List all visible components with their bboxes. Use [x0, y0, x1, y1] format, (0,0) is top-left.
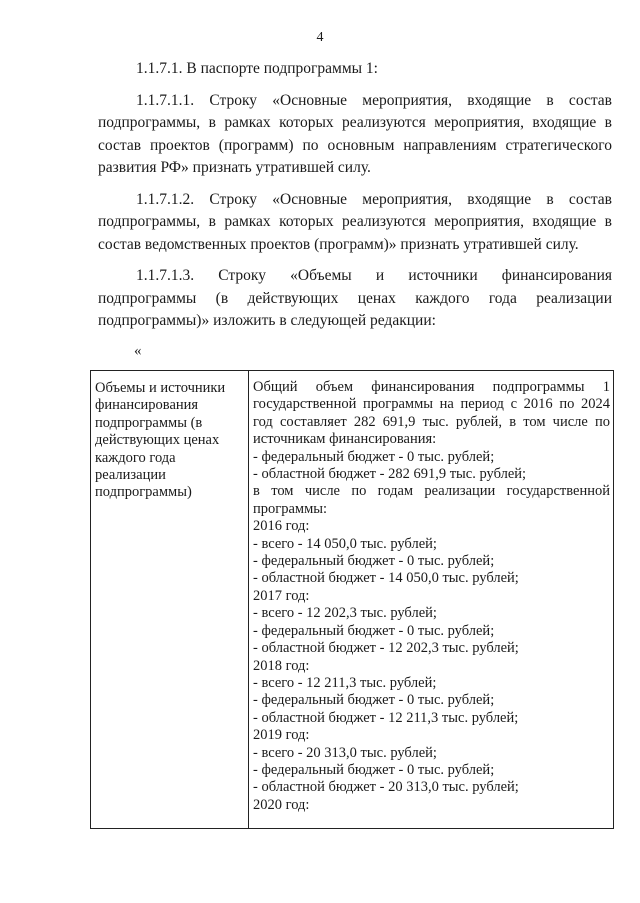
financing-row: [91, 371, 614, 829]
year-line: - федеральный бюджет - 0 тыс. рублей;: [253, 622, 495, 639]
page-number: 4: [316, 30, 324, 45]
year-line: - областной бюджет - 12 211,3 тыс. рублей;: [253, 709, 519, 726]
year-line: - всего - 14 050,0 тыс. рублей;: [253, 535, 437, 552]
paragraph-1-1-7-1-1: 1.1.7.1.1. Строку «Основные мероприятия, входящие в состав подпрограммы, в рамках которых реализуются мероприятия, входящие в состав проектов (программ) по основным направлениям стратегического развития РФ» признать утратившей силу.: [98, 91, 612, 176]
year-line: - всего - 12 202,3 тыс. рублей;: [253, 605, 437, 622]
financing-table: [90, 370, 614, 829]
year-line: - областной бюджет - 20 313,0 тыс. рублей;: [253, 779, 519, 796]
paragraph-1-1-7-1: 1.1.7.1. В паспорте подпрограммы 1:: [136, 60, 378, 77]
document-body: [98, 58, 612, 360]
year-heading: 2019 год:: [253, 727, 310, 744]
year-line: - федеральный бюджет - 0 тыс. рублей;: [253, 761, 495, 778]
year-line: - всего - 12 211,3 тыс. рублей;: [253, 674, 437, 691]
financing-intro: Общий объем финансирования подпрограммы 1 государственной программы на период с 2016 по 2024 год составляет 282 691,9 тыс. рублей, в том числе по источникам финансирования:: [253, 379, 610, 448]
paragraph-1-1-7-1-3: 1.1.7.1.3. Строку «Объемы и источники финансирования подпрограммы (в действующих ценах каждого года реализации подпрограммы)» изложить в следующей редакции:: [98, 267, 612, 329]
financing-label: Объемы и источники финансирования подпрограммы (в действующих ценах каждого года реализации подпрограммы): [95, 380, 226, 501]
financing-label-cell: [91, 371, 249, 829]
year-heading: 2016 год:: [253, 518, 310, 535]
year-line: - федеральный бюджет - 0 тыс. рублей;: [253, 692, 495, 709]
total-federal-line: - федеральный бюджет - 0 тыс. рублей;: [253, 448, 495, 465]
total-regional-line: - областной бюджет - 282 691,9 тыс. рублей;: [253, 466, 527, 483]
year-line: - всего - 20 313,0 тыс. рублей;: [253, 744, 437, 761]
financing-content-cell: [249, 371, 614, 829]
year-line: - областной бюджет - 14 050,0 тыс. рублей;: [253, 570, 519, 587]
year-heading: 2020 год:: [253, 796, 310, 813]
year-line: - областной бюджет - 12 202,3 тыс. рублей;: [253, 640, 519, 657]
year-heading: 2018 год:: [253, 657, 310, 674]
opening-quote: «: [134, 342, 142, 359]
by-years-intro: в том числе по годам реализации государственной программы:: [253, 483, 610, 517]
year-heading: 2017 год:: [253, 587, 310, 604]
year-line: - федеральный бюджет - 0 тыс. рублей;: [253, 553, 495, 570]
paragraph-1-1-7-1-2: 1.1.7.1.2. Строку «Основные мероприятия, входящие в состав подпрограммы, в рамках которых реализуются мероприятия, входящие в состав ведомственных проектов (программ)» признать утратившей силу.: [98, 190, 612, 253]
